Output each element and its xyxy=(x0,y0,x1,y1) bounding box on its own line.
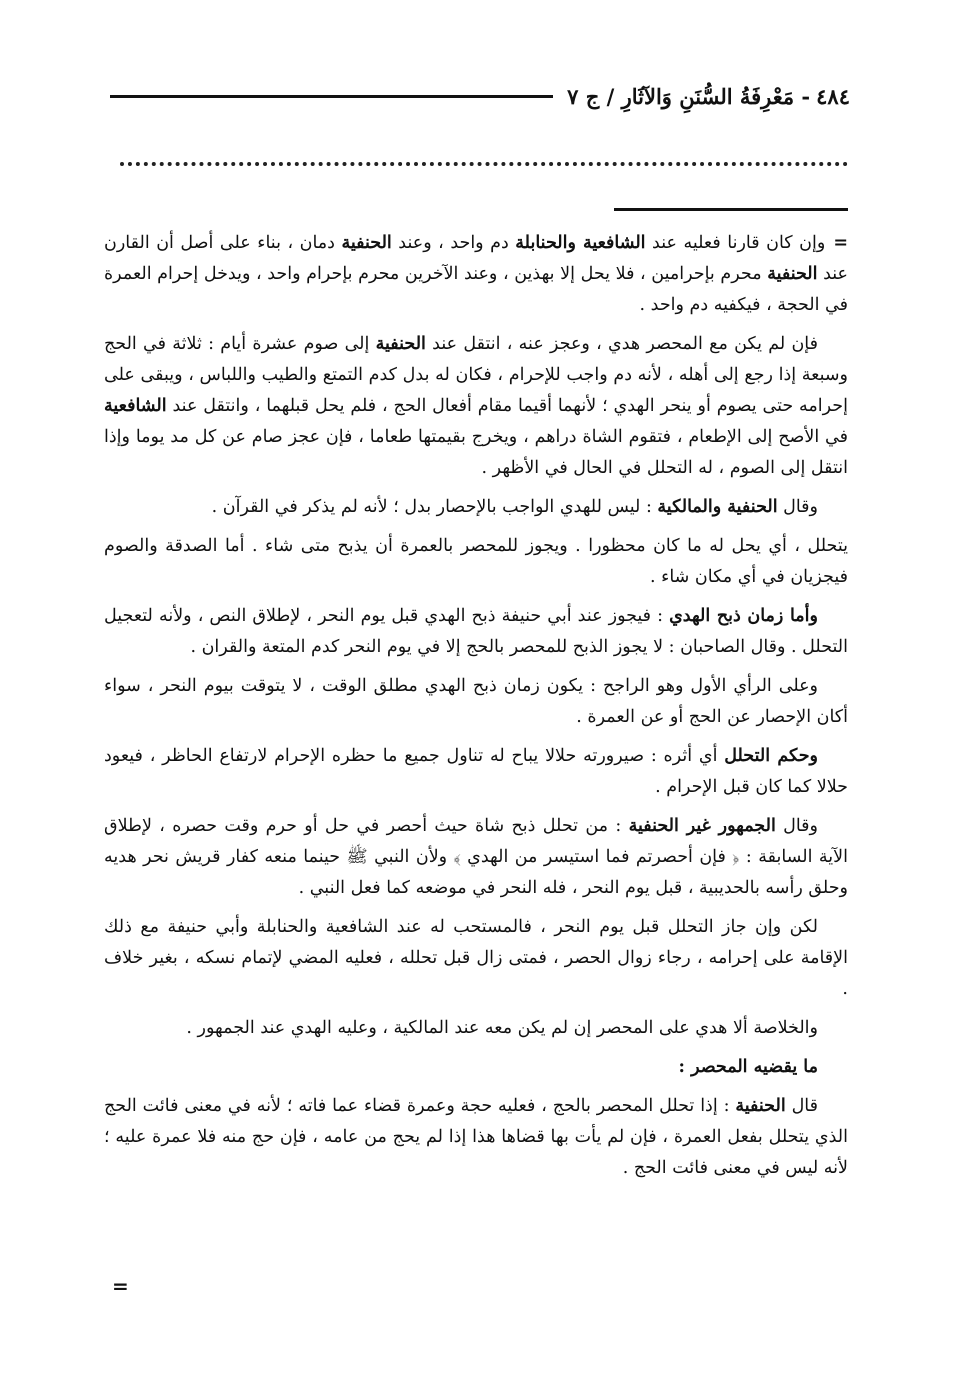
school-name: الحنفية xyxy=(735,1096,786,1116)
text-run: قال xyxy=(785,1096,818,1116)
text-run: : من تحلل ذبح شاة حيث أحصر في حل أو حرم وقت حصره ، لإطلاق الآية السابقة : ﴿ فإن أحصرتم فما استيسر من الهدي ﴾ ولأن النبي ﷺ حينما منعه كفار قريش نحر هديه وحلق رأسه بالحديبية ، قبل يوم النحر ، فله النحر في موضعه كما فعل النبي . xyxy=(104,816,848,898)
continuation-end-mark: = xyxy=(112,1274,129,1298)
school-name: الشافعية xyxy=(104,396,167,416)
school-name: الجمهور غير الحنفية xyxy=(628,816,776,836)
school-name: الحنفية xyxy=(375,334,426,354)
school-name: الحنفية xyxy=(767,264,818,284)
subheading-inline: وحكم التحلل xyxy=(724,746,818,766)
text-run: : ليس للهدي الواجب بالإحصار بدل ؛ لأنه لم يذكر في القرآن . xyxy=(211,497,658,517)
text-run: وإن كان قارنا فعليه عند xyxy=(645,233,826,253)
text-run: : إذا تحلل المحصر بالحج ، فعليه حجة وعمرة قضاء عما فاته ؛ لأنه في معنى فائت الحج الذي يتحلل بفعل العمرة ، فإن لم يأت بها قضاها هذا إذا لم يحج من عامه ، فإن حج منه فلا عمرة عليه ؛ لأنه ليس في معنى فائت الحج . xyxy=(104,1096,848,1178)
text-run: إلى صوم عشرة أيام : ثلاثة في الحج وسبعة إذا رجع إلى أهله ، لأنه دم واجب للإحرام ، فكان له بدل كدم التمتع والطيب واللباس ، ويبقى على إحرامه حتى يصوم أو ينحر الهدي ؛ لأنهما أقيما مقام أفعال الحج ، فلم يحل قبلهما ، وانتقل عند xyxy=(104,334,848,416)
text-run: وقال xyxy=(775,816,818,836)
paragraph-ruling-tahallul xyxy=(104,741,848,803)
text-run: محرم بإحرامين ، فلا يحل إلا بهذين ، وعند الآخرين محرم بإحرام واحد ، ويدخل إحرام العمرة في الحجة ، فيكفيه دم واحد . xyxy=(104,264,848,315)
paragraph-preferred-view: وعلى الرأي الأول وهو الراجح : يكون زمان ذبح الهدي مطلق الوقت ، لا يتوقت بيوم النحر ، سواء أكان الإحصار عن الحج أو عن العمرة . xyxy=(104,676,848,727)
text-run: فإن لم يكن مع المحصر هدي ، وعجز عنه ، انتقل عند xyxy=(425,334,818,354)
page-header xyxy=(110,78,850,114)
paragraph-qada xyxy=(104,1091,848,1184)
text-run: دم واحد ، وعند xyxy=(391,233,516,253)
text-run: أي أثره : صيرورته حلالا يباح له تناول جميع ما حظره الإحرام لارتفاع الحاظر ، فيعود حلالا كما كان قبل الإحرام . xyxy=(104,746,848,797)
footnote-rule xyxy=(614,208,848,211)
paragraph-qarin xyxy=(104,228,848,321)
school-name: الشافعية والحنابلة xyxy=(515,233,646,253)
paragraph-recommended: لكن وإن جاز التحلل قبل يوم النحر ، فالمستحب له عند الشافعية والحنابلة وأبي حنيفة مع ذلك الإقامة على إحرامه ، رجاء زوال الحصر ، فمتى زال قبل تحلله ، فعليه المضي لإتمام نسكه ، بغير خلاف . xyxy=(104,917,848,999)
paragraph-no-hady xyxy=(104,329,848,484)
running-title: - مَعْرِفَةُ السُّنَنِ وَالآثَارِ / ج ٧ xyxy=(567,83,811,109)
subheading-inline: وأما زمان ذبح الهدي xyxy=(669,606,818,626)
paragraph-majority xyxy=(104,811,848,904)
continuation-mark: = xyxy=(833,233,848,253)
text-run: : فيجوز عند أبي حنيفة ذبح الهدي قبل يوم النحر ، لإطلاق النص ، ولأنه لتعجيل التحلل . وقال الصاحبان : لا يجوز الذبح للمحصر بالحج إلا في يوم النحر كدم المتعة والقران . xyxy=(104,606,848,657)
page-number: ٤٨٤ xyxy=(816,83,850,109)
paragraph-summary: والخلاصة ألا هدي على المحصر إن لم يكن معه عند المالكية ، وعليه الهدي عند الجمهور . xyxy=(186,1018,818,1038)
text-run: دمان ، بناء على أصل أن القارن عند xyxy=(104,233,848,284)
paragraph-tahallul: يتحلل ، أي يحل له ما كان محظورا . ويجوز للمحصر بالعمرة أن يذبح متى شاء . أما الصدقة والصوم فيجزيان في أي مكان شاء . xyxy=(104,536,848,587)
school-name: الحنفية والمالكية xyxy=(657,497,778,517)
footnote-body xyxy=(104,228,848,1192)
text-run: في الأصح إلى الإطعام ، فتقوم الشاة دراهم ، ويخرج بقيمتها طعاما ، فإن عجز صام عن كل مد يوما وإذا انتقل إلى الصوم ، له التحلل في الحال في الأظهر . xyxy=(104,427,848,478)
paragraph-time-of-slaughter xyxy=(104,601,848,663)
section-heading: ما يقضيه المحصر : xyxy=(678,1057,818,1077)
paragraph-hanafi-maliki xyxy=(104,492,848,523)
school-name: الحنفية xyxy=(341,233,392,253)
header-rule xyxy=(110,95,553,98)
dotted-separator xyxy=(120,150,848,166)
text-run: وقال xyxy=(777,497,818,517)
